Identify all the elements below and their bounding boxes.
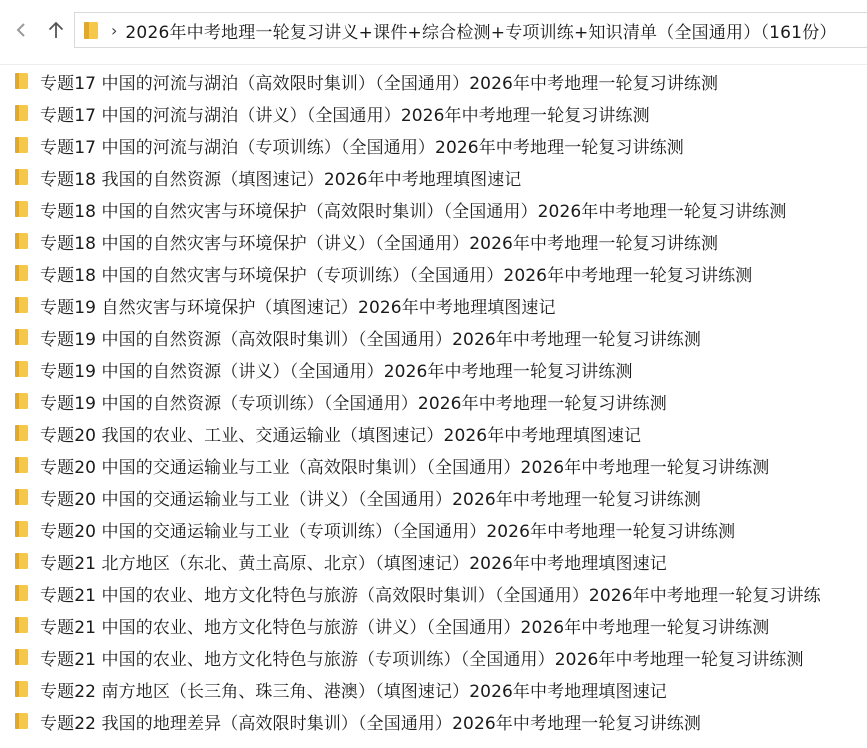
file-name: 专题20 中国的交通运输业与工业（高效限时集训）（全国通用）2026年中考地理一轮复习讲练测 xyxy=(40,457,770,478)
file-item[interactable] xyxy=(0,673,867,705)
back-arrow-icon[interactable] xyxy=(8,16,36,44)
file-item[interactable] xyxy=(0,577,867,609)
file-item[interactable] xyxy=(0,513,867,545)
file-name: 专题19 中国的自然资源（讲义）（全国通用）2026年中考地理一轮复习讲练测 xyxy=(40,361,633,382)
file-name: 专题22 南方地区（长三角、珠三角、港澳）（填图速记）2026年中考地理填图速记 xyxy=(40,681,667,702)
file-name: 专题17 中国的河流与湖泊（讲义）（全国通用）2026年中考地理一轮复习讲练测 xyxy=(40,105,650,126)
folder-icon xyxy=(14,648,30,666)
folder-icon xyxy=(14,72,30,90)
file-item[interactable] xyxy=(0,257,867,289)
file-name: 专题20 中国的交通运输业与工业（讲义）（全国通用）2026年中考地理一轮复习讲练测 xyxy=(40,489,701,510)
file-name: 专题21 中国的农业、地方文化特色与旅游（讲义）（全国通用）2026年中考地理一轮复习讲练测 xyxy=(40,617,770,638)
file-name: 专题21 北方地区（东北、黄土高原、北京）（填图速记）2026年中考地理填图速记 xyxy=(40,553,667,574)
file-item[interactable] xyxy=(0,449,867,481)
file-item[interactable] xyxy=(0,225,867,257)
file-item[interactable] xyxy=(0,97,867,129)
address-bar[interactable] xyxy=(74,12,867,48)
file-item[interactable] xyxy=(0,385,867,417)
file-item[interactable] xyxy=(0,705,867,737)
folder-icon xyxy=(14,232,30,250)
file-item[interactable] xyxy=(0,129,867,161)
folder-icon xyxy=(14,520,30,538)
path-separator[interactable]: › xyxy=(111,20,118,40)
file-item[interactable] xyxy=(0,481,867,513)
file-name: 专题19 中国的自然资源（高效限时集训）（全国通用）2026年中考地理一轮复习讲练测 xyxy=(40,329,701,350)
folder-icon xyxy=(14,456,30,474)
folder-icon xyxy=(14,424,30,442)
up-arrow-glyph xyxy=(47,20,65,40)
file-item[interactable] xyxy=(0,321,867,353)
current-path[interactable]: 2026年中考地理一轮复习讲义+课件+综合检测+专项训练+知识清单（全国通用）（161份） xyxy=(125,22,837,43)
file-item[interactable] xyxy=(0,193,867,225)
file-name: 专题18 中国的自然灾害与环境保护（高效限时集训）（全国通用）2026年中考地理一轮复习讲练测 xyxy=(40,201,787,222)
file-name: 专题18 中国的自然灾害与环境保护（讲义）（全国通用）2026年中考地理一轮复习讲练测 xyxy=(40,233,719,254)
folder-icon xyxy=(83,20,101,40)
file-item[interactable] xyxy=(0,161,867,193)
folder-icon xyxy=(14,616,30,634)
file-item[interactable] xyxy=(0,353,867,385)
file-name: 专题17 中国的河流与湖泊（专项训练）（全国通用）2026年中考地理一轮复习讲练测 xyxy=(40,137,684,158)
file-item[interactable] xyxy=(0,289,867,321)
folder-icon xyxy=(14,712,30,730)
file-item[interactable] xyxy=(0,641,867,673)
folder-icon xyxy=(14,584,30,602)
file-item[interactable] xyxy=(0,417,867,449)
folder-icon xyxy=(14,168,30,186)
file-name: 专题19 自然灾害与环境保护（填图速记）2026年中考地理填图速记 xyxy=(40,297,556,318)
folder-icon xyxy=(14,552,30,570)
file-name: 专题19 中国的自然资源（专项训练）（全国通用）2026年中考地理一轮复习讲练测 xyxy=(40,393,667,414)
folder-icon xyxy=(14,104,30,122)
folder-icon xyxy=(14,136,30,154)
folder-icon xyxy=(14,296,30,314)
folder-icon xyxy=(14,360,30,378)
file-item[interactable] xyxy=(0,545,867,577)
folder-icon xyxy=(14,328,30,346)
file-name: 专题22 我国的地理差异（高效限时集训）（全国通用）2026年中考地理一轮复习讲练测 xyxy=(40,713,701,734)
up-arrow-icon[interactable] xyxy=(42,16,70,44)
file-name: 专题18 我国的自然资源（填图速记）2026年中考地理填图速记 xyxy=(40,169,522,190)
file-name: 专题20 我国的农业、工业、交通运输业（填图速记）2026年中考地理填图速记 xyxy=(40,425,642,446)
folder-icon xyxy=(14,264,30,282)
file-list xyxy=(0,64,867,748)
folder-icon xyxy=(14,200,30,218)
folder-icon xyxy=(14,680,30,698)
file-name: 专题18 中国的自然灾害与环境保护（专项训练）（全国通用）2026年中考地理一轮复习讲练测 xyxy=(40,265,753,286)
navigation-bar xyxy=(0,0,867,58)
folder-icon xyxy=(14,488,30,506)
file-name: 专题20 中国的交通运输业与工业（专项训练）（全国通用）2026年中考地理一轮复习讲练测 xyxy=(40,521,736,542)
folder-icon xyxy=(14,392,30,410)
file-item[interactable] xyxy=(0,609,867,641)
file-item[interactable] xyxy=(0,65,867,97)
back-arrow-glyph xyxy=(14,22,30,38)
file-name: 专题21 中国的农业、地方文化特色与旅游（高效限时集训）（全国通用）2026年中考地理一轮复习讲练 xyxy=(40,585,821,606)
file-name: 专题21 中国的农业、地方文化特色与旅游（专项训练）（全国通用）2026年中考地理一轮复习讲练测 xyxy=(40,649,804,670)
file-name: 专题17 中国的河流与湖泊（高效限时集训）（全国通用）2026年中考地理一轮复习讲练测 xyxy=(40,73,719,94)
